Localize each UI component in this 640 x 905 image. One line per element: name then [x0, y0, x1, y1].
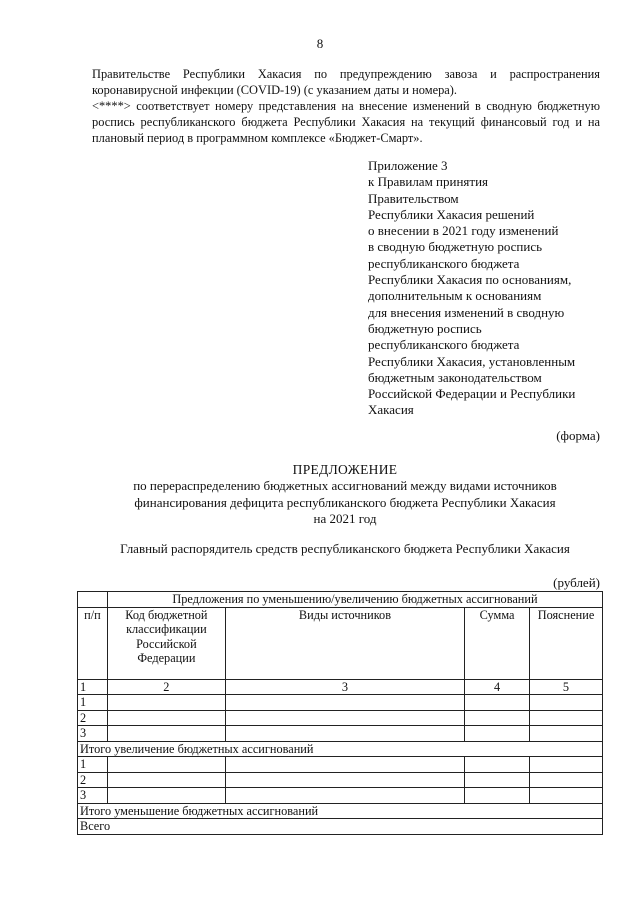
appendix-line: о внесении в 2021 году изменений [368, 223, 559, 239]
decrease-total-row: Итого уменьшение бюджетных ассигнований [78, 803, 603, 819]
appendix-line: Правительством [368, 190, 459, 206]
kinds-cell[interactable] [225, 710, 464, 726]
appendix-line: бюджетную роспись [368, 320, 482, 336]
units-label: (рублей) [553, 575, 600, 590]
row-number: 2 [78, 772, 108, 788]
footnote-text [92, 66, 600, 146]
subtitle-line: на 2021 год [313, 511, 377, 527]
document-title: ПРЕДЛОЖЕНИЕ [292, 462, 398, 477]
footnote-paragraph-1: Правительстве Республики Хакасия по предупреждению завоза и распространения коронавирусной инфекции (COVID-19) (с указанием даты и номера). [92, 67, 600, 97]
col-number-cell: 1 [78, 679, 108, 695]
appendix-line: в сводную бюджетную роспись [368, 239, 543, 255]
increase-total-row: Итого увеличение бюджетных ассигнований [78, 741, 603, 757]
table-row [78, 772, 603, 788]
appendix-line: Российской Федерации и Республики [368, 386, 576, 402]
code-cell[interactable] [107, 726, 225, 742]
code-cell[interactable] [107, 772, 225, 788]
code-cell[interactable] [107, 788, 225, 804]
kinds-cell[interactable] [225, 757, 464, 773]
row-number: 2 [78, 710, 108, 726]
col-header-code: Код бюджетной классификации Российской Федерации [107, 607, 225, 679]
appendix-line: для внесения изменений в сводную [368, 304, 565, 320]
sum-cell[interactable] [465, 695, 530, 711]
note-cell[interactable] [530, 772, 603, 788]
appendix-line: Республики Хакасия по основаниям, [368, 272, 572, 288]
grand-total-row: Всего [78, 819, 603, 835]
code-cell[interactable] [107, 757, 225, 773]
appendix-header [368, 158, 600, 419]
appendix-line: Хакасия [368, 402, 414, 418]
appendix-line: дополнительным к основаниям [368, 288, 542, 304]
col-header-sum: Сумма [465, 607, 530, 679]
row-number: 1 [78, 695, 108, 711]
main-manager-line: Главный распорядитель средств республиканского бюджета Республики Хакасия [120, 541, 570, 556]
appendix-line: республиканского бюджета [368, 255, 520, 271]
col-number-cell: 4 [465, 679, 530, 695]
table-corner-cell [78, 592, 108, 608]
page-number: 8 [316, 36, 324, 51]
kinds-cell[interactable] [225, 726, 464, 742]
footnote-paragraph-2: <****> соответствует номеру представления на внесение изменений в сводную бюджетную роспись республиканского бюджета Республики Хакасия на текущий финансовый год и на плановый период в программном комплексе «Бюджет-Смарт». [92, 99, 600, 145]
note-cell[interactable] [530, 710, 603, 726]
kinds-cell[interactable] [225, 788, 464, 804]
group-header: Предложения по уменьшению/увеличению бюджетных ассигнований [107, 592, 602, 608]
sum-cell[interactable] [465, 726, 530, 742]
table-row [78, 788, 603, 804]
subtitle-line: по перераспределению бюджетных ассигнований между видами источников [133, 478, 557, 494]
sum-cell[interactable] [465, 710, 530, 726]
col-header-note: Пояснение [530, 607, 603, 679]
sum-cell[interactable] [465, 788, 530, 804]
sum-cell[interactable] [465, 757, 530, 773]
row-number: 3 [78, 788, 108, 804]
form-label: (форма) [556, 428, 600, 443]
sum-cell[interactable] [465, 772, 530, 788]
note-cell[interactable] [530, 788, 603, 804]
col-number-cell: 3 [225, 679, 464, 695]
col-header-np: п/п [78, 607, 108, 679]
appendix-line: Республики Хакасия решений [368, 206, 535, 222]
row-number: 3 [78, 726, 108, 742]
kinds-cell[interactable] [225, 695, 464, 711]
appendix-line: Приложение 3 [368, 158, 448, 173]
appendix-line: Республики Хакасия, установленным [368, 353, 576, 369]
table-row [78, 710, 603, 726]
table-row [78, 695, 603, 711]
proposals-table [77, 591, 603, 835]
col-number-cell: 5 [530, 679, 603, 695]
note-cell[interactable] [530, 757, 603, 773]
appendix-line: к Правилам принятия [368, 174, 489, 190]
document-title-block [60, 462, 630, 528]
note-cell[interactable] [530, 726, 603, 742]
table-row [78, 757, 603, 773]
subtitle-line: финансирования дефицита республиканского бюджета Республики Хакасия [134, 494, 556, 510]
kinds-cell[interactable] [225, 772, 464, 788]
code-cell[interactable] [107, 695, 225, 711]
appendix-line: республиканского бюджета [368, 337, 520, 353]
row-number: 1 [78, 757, 108, 773]
code-cell[interactable] [107, 710, 225, 726]
col-number-cell: 2 [107, 679, 225, 695]
table-row [78, 726, 603, 742]
col-header-kinds: Виды источников [225, 607, 464, 679]
note-cell[interactable] [530, 695, 603, 711]
appendix-line: бюджетным законодательством [368, 369, 542, 385]
